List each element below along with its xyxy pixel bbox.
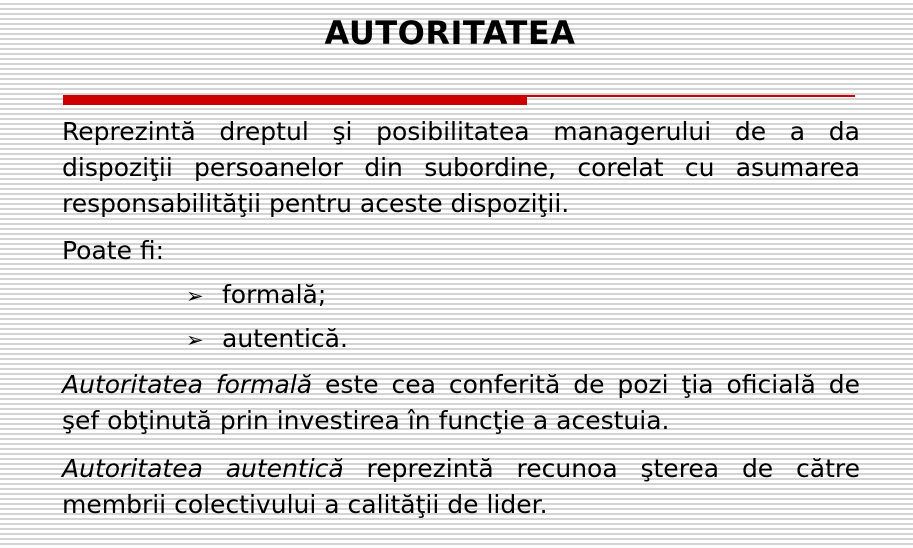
formal-authority-term: Autoritatea formală: [62, 370, 313, 399]
slide-title: AUTORITATEA: [324, 14, 576, 52]
formal-authority-paragraph: [62, 367, 860, 439]
title-underline-thin: [527, 95, 855, 97]
title-underline-thick: [63, 95, 527, 105]
arrow-bullet-icon: ➢: [186, 328, 204, 352]
list-intro: Poate fi:: [62, 236, 165, 265]
list-item-text: autentică.: [222, 324, 348, 353]
authentic-authority-term: Autoritatea autentică: [62, 454, 344, 483]
authentic-authority-text: reprezintă recunoa şterea de către membrii colectivului a calităţii de lider.: [62, 454, 860, 519]
slide-body: [62, 114, 860, 523]
formal-authority-text: este cea conferită de pozi ţia oficială de şef obţinută prin investirea în funcţie a acestuia.: [62, 370, 860, 435]
arrow-bullet-icon: ➢: [186, 284, 204, 308]
list-item: [186, 321, 860, 365]
list-item: [186, 277, 860, 321]
definition-paragraph: Reprezintă dreptul şi posibilitatea managerului de a da dispoziţii persoanelor din subordine, corelat cu asumarea responsabilităţii pentru aceste dispoziţii.: [62, 117, 860, 218]
authentic-authority-paragraph: [62, 451, 860, 523]
list-item-text: formală;: [222, 280, 327, 309]
